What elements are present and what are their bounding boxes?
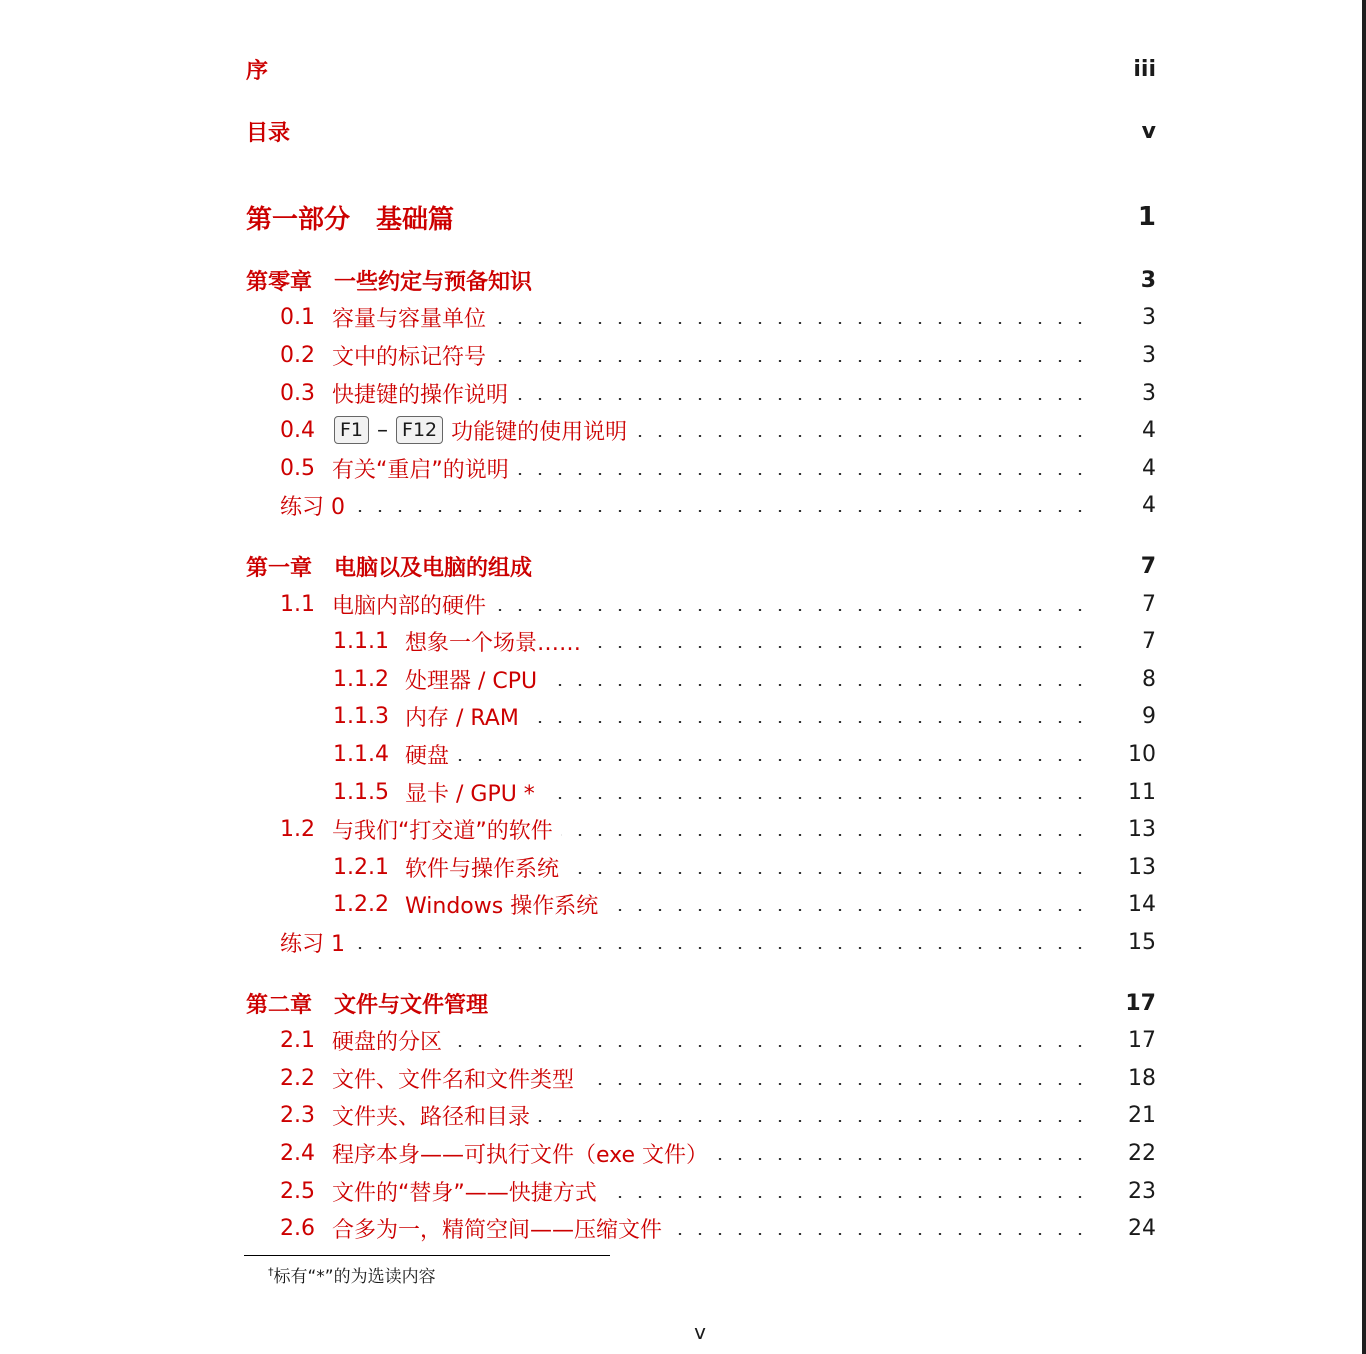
toc-section[interactable] bbox=[0, 1023, 1366, 1057]
footnote-rule bbox=[244, 1255, 610, 1256]
toc-section[interactable] bbox=[0, 587, 1366, 621]
subsection-number: 1.1.5 bbox=[333, 779, 389, 805]
section-title: 硬盘的分区 bbox=[332, 1029, 443, 1055]
section-page: 9 bbox=[1142, 703, 1156, 729]
toc-section[interactable] bbox=[0, 812, 1366, 846]
section-page: 3 bbox=[1142, 304, 1156, 330]
toc-chapter-2[interactable] bbox=[0, 986, 1366, 1020]
subsection-title: Windows 操作系统 bbox=[405, 893, 599, 919]
section-page: 8 bbox=[1142, 666, 1156, 692]
section-page: 4 bbox=[1142, 417, 1156, 443]
section-number: 2.6 bbox=[280, 1215, 315, 1241]
section-page: 15 bbox=[1128, 929, 1156, 955]
section-number: 0.3 bbox=[280, 380, 315, 406]
dot-leader bbox=[545, 684, 1090, 686]
dot-leader bbox=[517, 473, 1090, 475]
section-page: 13 bbox=[1128, 816, 1156, 842]
section-number: 1.2 bbox=[280, 816, 315, 842]
toc-section[interactable] bbox=[0, 1061, 1366, 1095]
footnote-text: 标有“*”的为选读内容 bbox=[273, 1267, 436, 1287]
entry-title: 目录 bbox=[246, 120, 291, 146]
chapter-title: 第二章 文件与文件管理 bbox=[246, 992, 489, 1018]
dot-leader bbox=[494, 609, 1090, 611]
dot-leader bbox=[527, 721, 1090, 723]
entry-page: v bbox=[1141, 118, 1156, 144]
entry-title: 序 bbox=[246, 58, 269, 84]
key-f12: F12 bbox=[396, 416, 443, 444]
section-number: 0.2 bbox=[280, 342, 315, 368]
section-page: 14 bbox=[1128, 891, 1156, 917]
section-number: 2.5 bbox=[280, 1178, 315, 1204]
toc-subsection[interactable] bbox=[0, 699, 1366, 733]
section-title: 有关“重启”的说明 bbox=[332, 457, 509, 483]
toc-exercise[interactable] bbox=[0, 925, 1366, 959]
dot-leader bbox=[353, 510, 1090, 512]
section-page: 11 bbox=[1128, 779, 1156, 805]
dot-leader bbox=[543, 797, 1090, 799]
section-title: 文中的标记符号 bbox=[332, 344, 487, 370]
window-edge bbox=[1362, 0, 1366, 1354]
section-page: 7 bbox=[1142, 628, 1156, 654]
toc-section[interactable] bbox=[0, 338, 1366, 372]
toc-subsection[interactable] bbox=[0, 775, 1366, 809]
section-page: 17 bbox=[1128, 1027, 1156, 1053]
toc-subsection[interactable] bbox=[0, 662, 1366, 696]
chapter-title: 第一章 电脑以及电脑的组成 bbox=[246, 555, 533, 581]
subsection-number: 1.1.1 bbox=[333, 628, 389, 654]
section-title: 快捷键的操作说明 bbox=[332, 382, 509, 408]
footnote-mark: † bbox=[268, 1265, 274, 1279]
section-number: 0.1 bbox=[280, 304, 315, 330]
section-page: 3 bbox=[1142, 342, 1156, 368]
subsection-number: 1.2.1 bbox=[333, 854, 389, 880]
exercise-title: 练习 1 bbox=[280, 931, 345, 957]
toc-section[interactable] bbox=[0, 1211, 1366, 1245]
section-number: 2.3 bbox=[280, 1102, 315, 1128]
dot-leader bbox=[494, 322, 1090, 324]
subsection-title: 处理器 / CPU bbox=[405, 668, 538, 694]
exercise-title: 练习 0 bbox=[280, 494, 345, 520]
section-page: 24 bbox=[1128, 1215, 1156, 1241]
dot-leader bbox=[353, 947, 1090, 949]
chapter-page: 7 bbox=[1140, 553, 1156, 579]
toc-subsection[interactable] bbox=[0, 737, 1366, 771]
subsection-number: 1.1.2 bbox=[333, 666, 389, 692]
subsection-title: 显卡 / GPU * bbox=[405, 781, 535, 807]
section-page: 10 bbox=[1128, 741, 1156, 767]
key-f1: F1 bbox=[334, 416, 369, 444]
entry-page: iii bbox=[1133, 56, 1156, 82]
section-page: 21 bbox=[1128, 1102, 1156, 1128]
section-page: 13 bbox=[1128, 854, 1156, 880]
toc-section[interactable] bbox=[0, 1098, 1366, 1132]
dot-leader bbox=[635, 435, 1090, 437]
toc-entry-preface[interactable] bbox=[0, 52, 1366, 86]
section-page: 7 bbox=[1142, 591, 1156, 617]
section-title: 与我们“打交道”的软件 bbox=[332, 818, 553, 844]
toc-section[interactable] bbox=[0, 451, 1366, 485]
toc-exercise[interactable] bbox=[0, 488, 1366, 522]
section-title: 程序本身——可执行文件（exe 文件） bbox=[332, 1142, 709, 1168]
toc-entry-contents[interactable] bbox=[0, 114, 1366, 148]
toc-subsection[interactable] bbox=[0, 887, 1366, 921]
section-title: 文件的“替身”——快捷方式 bbox=[332, 1180, 597, 1206]
toc-section[interactable] bbox=[0, 1136, 1366, 1170]
section-page: 4 bbox=[1142, 492, 1156, 518]
section-title: 容量与容量单位 bbox=[332, 306, 487, 332]
toc-section[interactable] bbox=[0, 376, 1366, 410]
dot-leader bbox=[457, 759, 1090, 761]
section-number: 2.2 bbox=[280, 1065, 315, 1091]
key-range-dash: – bbox=[377, 417, 389, 443]
toc-part-1[interactable] bbox=[0, 200, 1366, 234]
dot-leader bbox=[567, 872, 1090, 874]
dot-leader bbox=[450, 1045, 1090, 1047]
dot-leader bbox=[538, 1120, 1090, 1122]
dot-leader bbox=[716, 1158, 1090, 1160]
section-page: 3 bbox=[1142, 380, 1156, 406]
subsection-title: 内存 / RAM bbox=[405, 705, 519, 731]
subsection-number: 1.1.4 bbox=[333, 741, 389, 767]
section-number: 0.5 bbox=[280, 455, 315, 481]
section-page: 4 bbox=[1142, 455, 1156, 481]
subsection-number: 1.1.3 bbox=[333, 703, 389, 729]
dot-leader bbox=[494, 360, 1090, 362]
section-number: 2.1 bbox=[280, 1027, 315, 1053]
section-page: 18 bbox=[1128, 1065, 1156, 1091]
toc-section[interactable] bbox=[0, 300, 1366, 334]
subsection-title: 硬盘 bbox=[405, 743, 450, 769]
dot-leader bbox=[606, 909, 1090, 911]
dot-leader bbox=[589, 646, 1090, 648]
page-number: v bbox=[694, 1320, 706, 1344]
toc-section[interactable] bbox=[0, 1174, 1366, 1208]
toc-subsection[interactable] bbox=[0, 850, 1366, 884]
toc-chapter-0[interactable] bbox=[0, 263, 1366, 297]
section-title: 文件、文件名和文件类型 bbox=[332, 1067, 575, 1093]
dot-leader bbox=[605, 1196, 1090, 1198]
section-title: 合多为一，精简空间——压缩文件 bbox=[332, 1217, 663, 1243]
chapter-page: 3 bbox=[1140, 267, 1156, 293]
toc-chapter-1[interactable] bbox=[0, 549, 1366, 583]
part-page: 1 bbox=[1137, 202, 1156, 232]
section-page: 23 bbox=[1128, 1178, 1156, 1204]
section-title: 电脑内部的硬件 bbox=[332, 593, 487, 619]
dot-leader bbox=[516, 398, 1090, 400]
section-number: 2.4 bbox=[280, 1140, 315, 1166]
toc-section[interactable] bbox=[0, 413, 1366, 447]
dot-leader bbox=[582, 1083, 1090, 1085]
section-title: 功能键的使用说明 bbox=[451, 419, 628, 445]
chapter-title: 第零章 一些约定与预备知识 bbox=[246, 269, 533, 295]
dot-leader bbox=[561, 834, 1090, 836]
toc-subsection[interactable] bbox=[0, 624, 1366, 658]
part-title: 第一部分 基础篇 bbox=[246, 204, 455, 235]
chapter-page: 17 bbox=[1125, 990, 1156, 1016]
section-number: 0.4 bbox=[280, 417, 315, 443]
subsection-title: 软件与操作系统 bbox=[405, 856, 560, 882]
dot-leader bbox=[670, 1233, 1090, 1235]
footnote bbox=[268, 1262, 436, 1287]
section-page: 22 bbox=[1128, 1140, 1156, 1166]
subsection-title: 想象一个场景…… bbox=[405, 630, 582, 656]
section-number: 1.1 bbox=[280, 591, 315, 617]
section-title: 文件夹、路径和目录 bbox=[332, 1104, 531, 1130]
subsection-number: 1.2.2 bbox=[333, 891, 389, 917]
